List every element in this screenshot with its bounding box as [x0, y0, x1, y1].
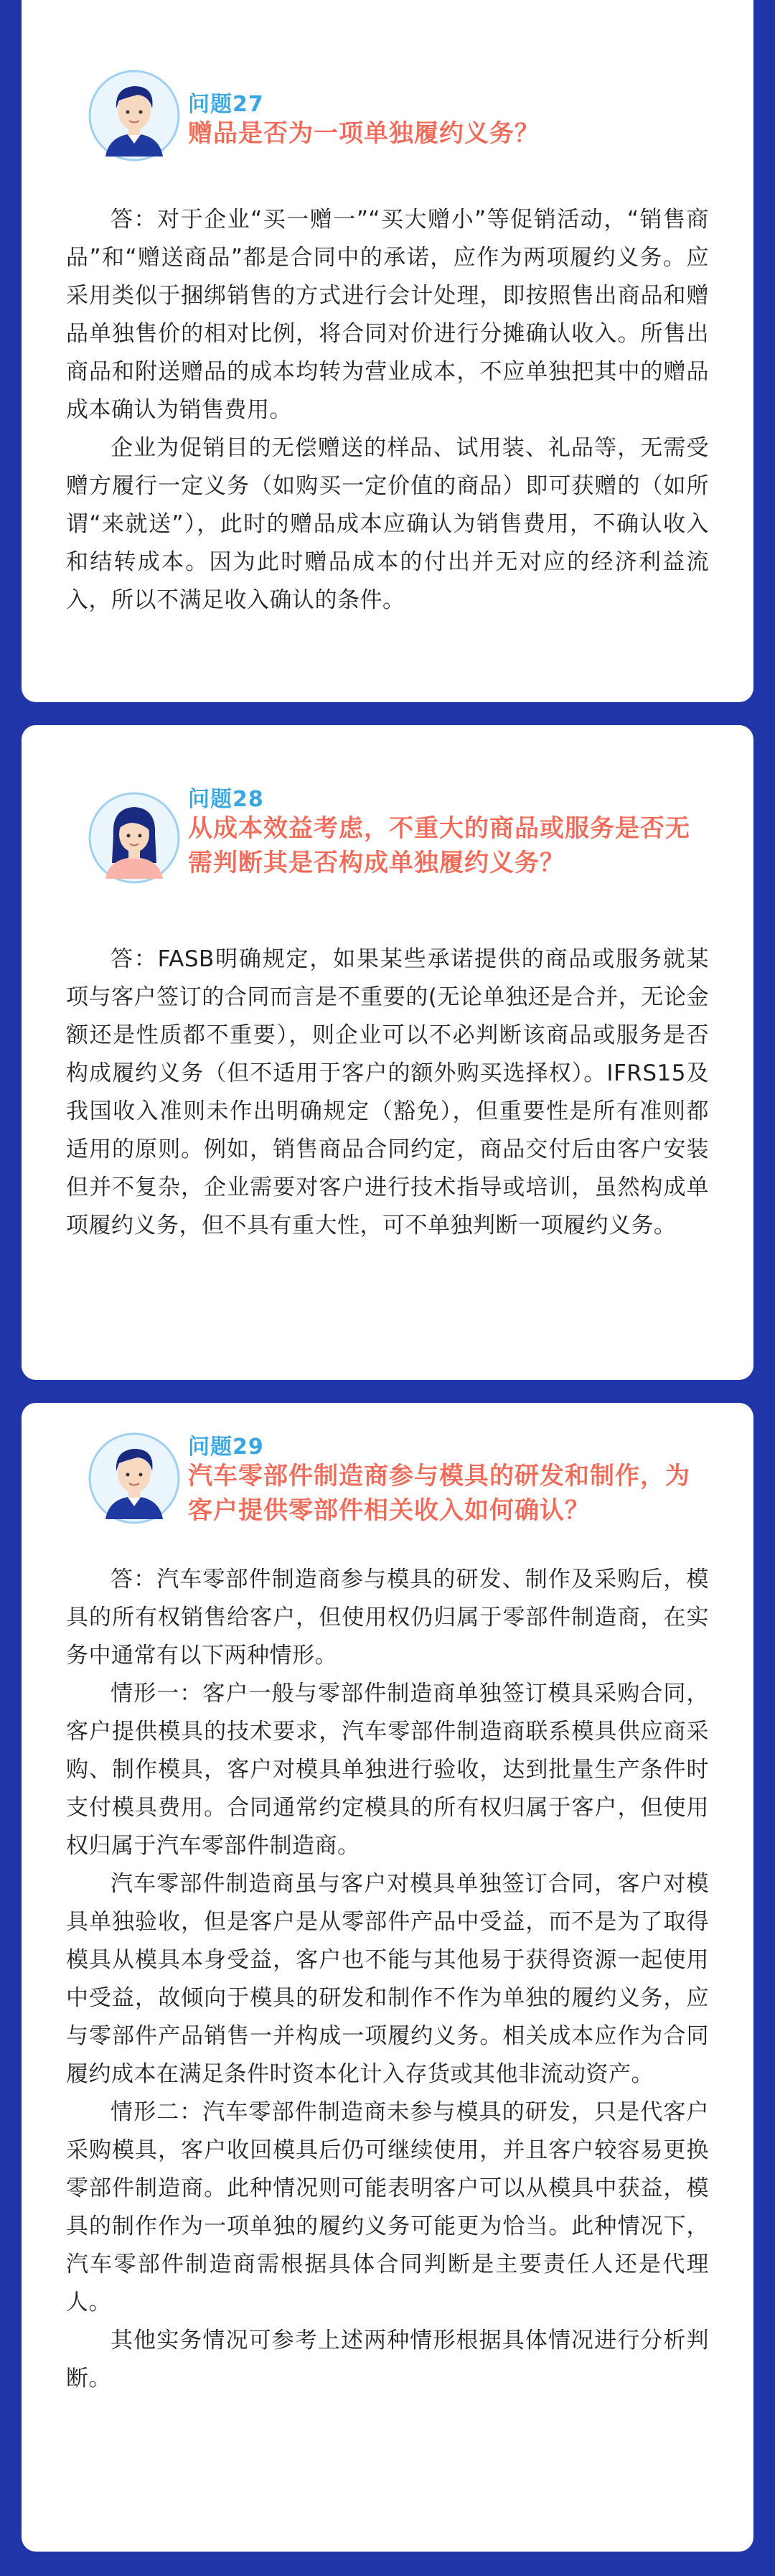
female-avatar-icon [88, 791, 181, 885]
male-avatar-icon [88, 1432, 181, 1525]
answer-paragraph: 企业为促销目的无偿赠送的样品、试用装、礼品等，无需受赠方履行一定义务（如购买一定价值的商品）即可获赠的（如所谓“来就送”），此时的赠品成本应确认为销售费用，不确认收入和结转成本。因为此时赠品成本的付出并无对应的经济利益流入，所以不满足收入确认的条件。 [66, 435, 709, 613]
question-number: 问题28 [188, 787, 264, 812]
answer-body [66, 201, 709, 620]
answer-paragraph: 情形一：客户一般与零部件制造商单独签订模具采购合同，客户提供模具的技术要求，汽车零部件制造商联系模具供应商采购、制作模具，客户对模具单独进行验收，达到批量生产条件时支付模具费用。合同通常约定模具的所有权归属于客户，但使用权归属于汽车零部件制造商。 [66, 1681, 709, 1859]
answer-paragraph: 答：对于企业“买一赠一”“买大赠小”等促销活动，“销售商品”和“赠送商品”都是合同中的承诺，应作为两项履约义务。应采用类似于捆绑销售的方式进行会计处理，即按照售出商品和赠品单独售价的相对比例，将合同对价进行分摊确认收入。所售出商品和附送赠品的成本均转为营业成本，不应单独把其中的赠品成本确认为销售费用。 [66, 207, 709, 423]
question-title: 从成本效益考虑，不重大的商品或服务是否无需判断其是否构成单独履约义务？ [188, 814, 690, 877]
question-card-27 [22, 0, 753, 702]
question-header [66, 725, 709, 912]
answer-paragraph: 情形二：汽车零部件制造商未参与模具的研发，只是代客户采购模具，客户收回模具后仍可继续使用，并且客户较容易更换零部件制造商。此种情况则可能表明客户可以从模具中获益，模具的制作作为一项单独的履约义务可能更为恰当。此种情况下，汽车零部件制造商需根据具体合同判断是主要责任人还是代理人。 [66, 2099, 709, 2315]
question-header [66, 1403, 709, 1561]
question-title: 赠品是否为一项单独履约义务？ [188, 119, 540, 148]
male-avatar-icon [88, 69, 181, 162]
question-number: 问题29 [188, 1434, 264, 1460]
answer-paragraph: 其他实务情况可参考上述两种情形根据具体情况进行分析判断。 [66, 2328, 709, 2391]
question-card-28 [22, 725, 753, 1380]
answer-body [66, 941, 709, 1245]
answer-paragraph: 汽车零部件制造商虽与客户对模具单独签订合同，客户对模具单独验收，但是客户是从零部件产品中受益，而不是为了取得模具从模具本身受益，客户也不能与其他易于获得资源一起使用中受益，故倾向于模具的研发和制作不作为单独的履约义务，应与零部件产品销售一并构成一项履约义务。相关成本应作为合同履约成本在满足条件时资本化计入存货或其他非流动资产。 [66, 1871, 709, 2087]
answer-paragraph: 答：汽车零部件制造商参与模具的研发、制作及采购后，模具的所有权销售给客户，但使用权仍归属于零部件制造商，在实务中通常有以下两种情形。 [66, 1567, 709, 1669]
question-number: 问题27 [188, 92, 264, 117]
question-header [66, 0, 709, 158]
question-card-29 [22, 1403, 753, 2552]
answer-paragraph: 答：FASB明确规定，如果某些承诺提供的商品或服务就某项与客户签订的合同而言是不重要的(无论单独还是合并，无论金额还是性质都不重要），则企业可以不必判断该商品或服务是否构成履约义务（但不适用于客户的额外购买选择权）。IFRS15及我国收入准则未作出明确规定（豁免），但重要性是所有准则都适用的原则。例如，销售商品合同约定，商品交付后由客户安装但并不复杂，企业需要对客户进行技术指导或培训，虽然构成单项履约义务，但不具有重大性，可不单独判断一项履约义务。 [66, 946, 709, 1238]
question-title: 汽车零部件制造商参与模具的研发和制作，为客户提供零部件相关收入如何确认？ [188, 1462, 690, 1525]
answer-body [66, 1561, 709, 2398]
